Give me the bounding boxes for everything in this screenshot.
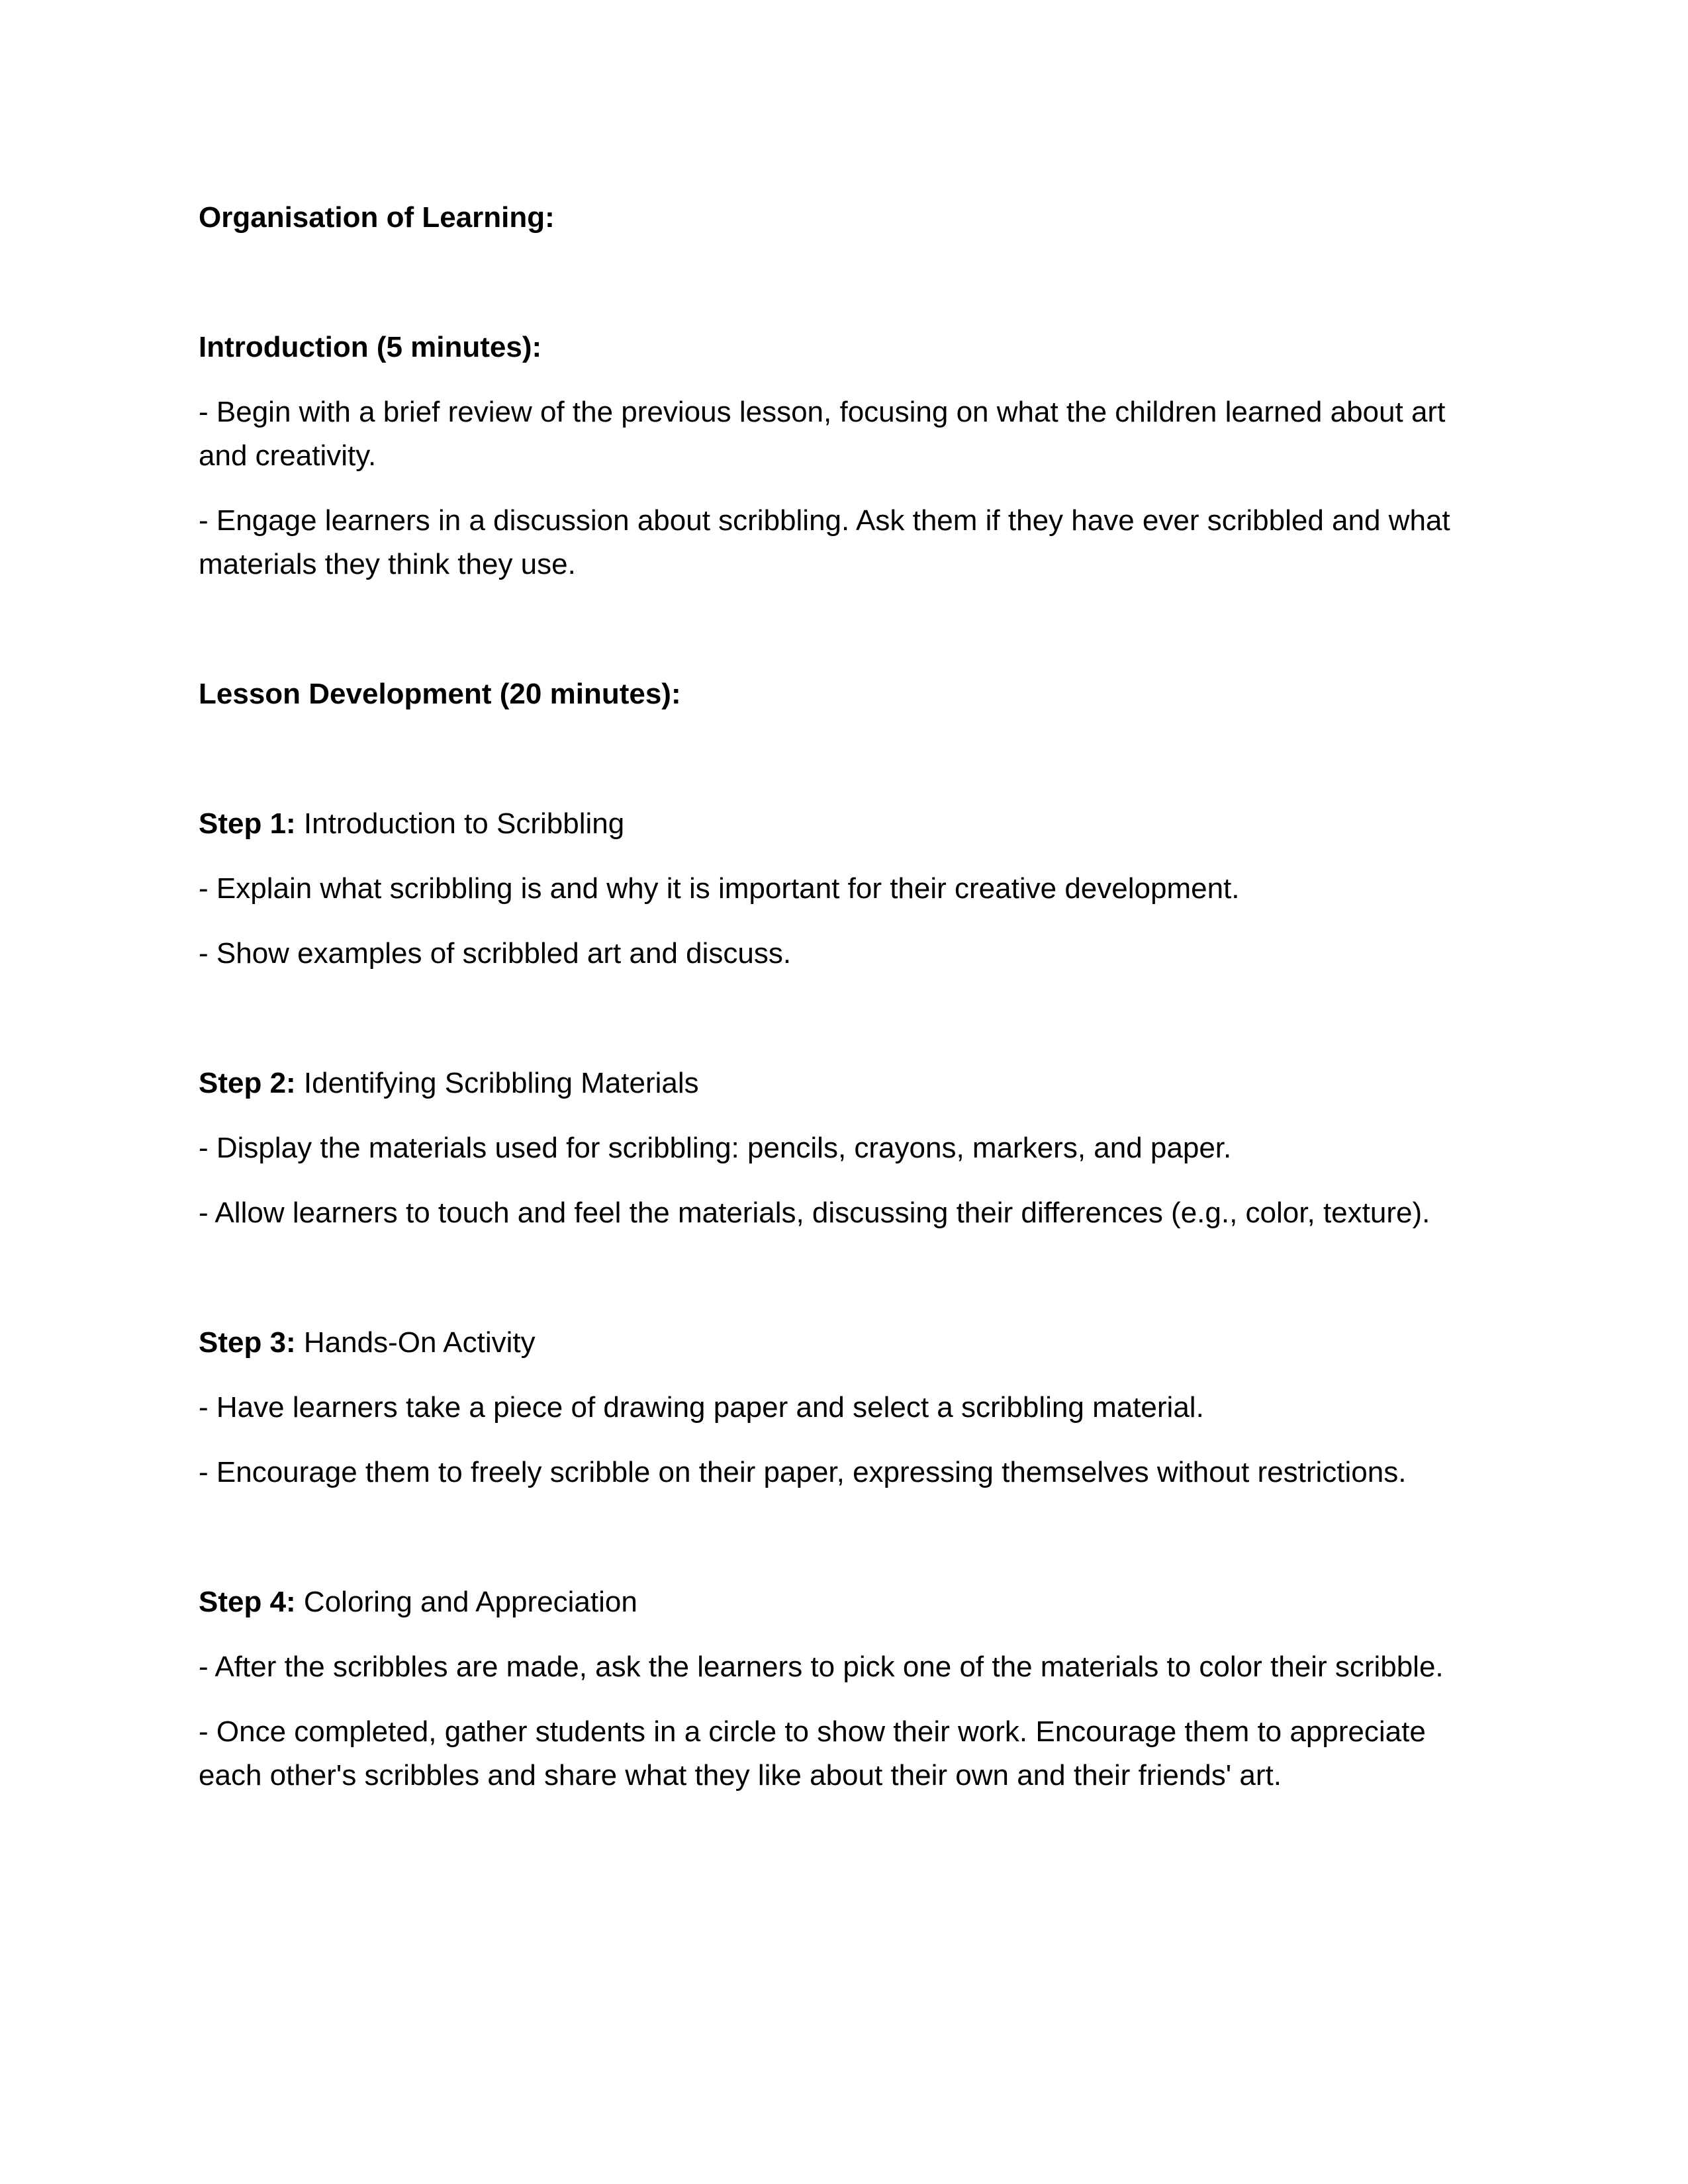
step-title: [199, 1321, 1496, 1365]
step-label: Step 2:: [199, 1067, 296, 1099]
step-item: - Have learners take a piece of drawing paper and select a scribbling material.: [199, 1391, 1204, 1424]
step-title: [199, 1062, 1496, 1105]
step-label: Step 3:: [199, 1326, 296, 1359]
step-name: Introduction to Scribbling: [295, 807, 625, 840]
step-name: Coloring and Appreciation: [295, 1586, 637, 1618]
lesson-development-heading: Lesson Development (20 minutes):: [199, 678, 681, 710]
step-title: [199, 1580, 1496, 1624]
step-label: Step 1:: [199, 807, 296, 840]
introduction-item: - Engage learners in a discussion about scribbling. Ask them if they have ever scribbled and what materials they think they use.: [199, 504, 1450, 580]
step-item: - Encourage them to freely scribble on their paper, expressing themselves without restrictions.: [199, 1456, 1407, 1488]
introduction-heading: Introduction (5 minutes):: [199, 331, 542, 363]
organisation-heading: Organisation of Learning:: [199, 201, 555, 234]
step-item: - Allow learners to touch and feel the materials, discussing their differences (e.g., color, texture).: [199, 1197, 1430, 1229]
step-label: Step 4:: [199, 1586, 296, 1618]
step-3-block: [199, 1321, 1496, 1494]
step-item: - Show examples of scribbled art and discuss.: [199, 937, 792, 970]
step-item: - Once completed, gather students in a circle to show their work. Encourage them to appreciate each other's scribbles and share what they like about their own and their friends' art.: [199, 1715, 1426, 1792]
step-item: - Explain what scribbling is and why it is important for their creative development.: [199, 872, 1240, 905]
step-name: Identifying Scribbling Materials: [295, 1067, 699, 1099]
step-1-block: [199, 802, 1496, 976]
step-item: - Display the materials used for scribbling: pencils, crayons, markers, and paper.: [199, 1132, 1232, 1164]
step-4-block: [199, 1580, 1496, 1797]
document-body: [199, 196, 1496, 1884]
introduction-item: - Begin with a brief review of the previous lesson, focusing on what the children learned about art and creativity.: [199, 396, 1446, 472]
step-title: [199, 802, 1496, 846]
lesson-development-section: [199, 672, 1496, 1797]
step-2-block: [199, 1062, 1496, 1235]
introduction-section: [199, 326, 1496, 586]
step-item: - After the scribbles are made, ask the learners to pick one of the materials to color their scribble.: [199, 1651, 1444, 1683]
step-name: Hands-On Activity: [295, 1326, 536, 1359]
